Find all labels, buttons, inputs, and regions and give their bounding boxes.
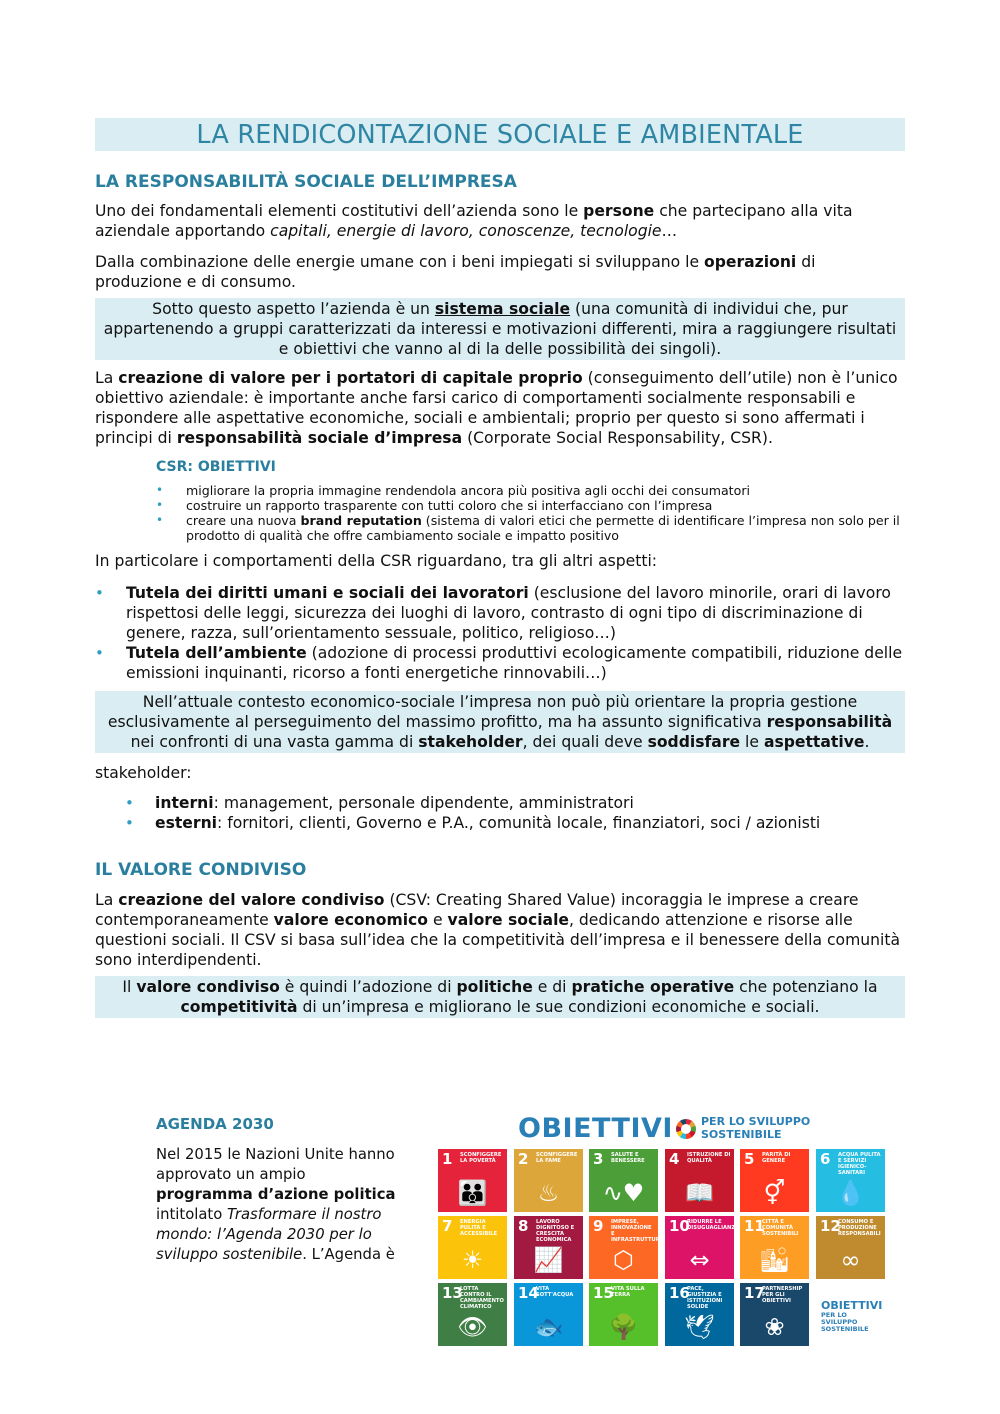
sdg-subtitle: PER LO SVILUPPO SOSTENIBILE: [701, 1115, 811, 1141]
sdg-goal-tile: [514, 1149, 583, 1212]
sdg-logo-subtitle: PER LO SVILUPPO SOSTENIBILE: [821, 1311, 869, 1333]
sdg-goal-number: 12: [820, 1217, 841, 1235]
sdg-goal-number: 9: [593, 1217, 604, 1235]
list-item: • migliorare la propria immagine rendendola ancora più positiva agli occhi dei consumatori: [156, 483, 905, 498]
paragraph-csv: La creazione del valore condiviso (CSV: Creating Shared Value) incoraggia le imprese a creare contemporaneamente valore economico e valore sociale, dedicando attenzione e risorse alle questioni sociali. Il CSV si basa sull’idea che la competitività dell’impresa e il benessere della comunità sono interdipendenti.: [95, 891, 901, 969]
agenda-paragraph: Nel 2015 le Nazioni Unite hanno approvato un ampio programma d’azione politica intitolato Trasformare il nostro mondo: l’Agenda 2030 per lo sviluppo sostenibile. L’Agenda è: [156, 1146, 396, 1263]
sdg-goal-label: SCONFIGGERE LA FAME: [536, 1152, 578, 1164]
sdg-goal-number: 10: [669, 1217, 690, 1235]
sdg-goal-number: 11: [744, 1217, 765, 1235]
sdg-goal-number: 1: [442, 1150, 453, 1168]
sdg-goal-tile: [665, 1149, 734, 1212]
people-icon: 👪: [457, 1179, 488, 1207]
sdg-goal-number: 3: [593, 1150, 604, 1168]
sdg-goal-number: 14: [518, 1284, 539, 1302]
sdg-goal-label: IMPRESE, INNOVAZIONE E INFRASTRUTTURE: [611, 1219, 664, 1243]
stakeholder-list: [95, 793, 905, 833]
paragraph-persone: Uno dei fondamentali elementi costitutivi dell’azienda sono le persone che partecipano alla vita aziendale apportando capitali, energie di lavoro, conoscenze, tecnologie…: [95, 202, 853, 240]
eye-globe-icon: 👁: [457, 1313, 488, 1341]
sdg-goal-tile: [589, 1149, 658, 1212]
dove-icon: 🕊: [684, 1313, 715, 1341]
sun-icon: ☀: [461, 1246, 484, 1274]
agenda-2030-block: [156, 1114, 406, 1265]
sdg-title: OBIETTIVI: [518, 1113, 673, 1144]
sdg-goal-tile: [438, 1149, 507, 1212]
city-icon: 🏙: [759, 1246, 790, 1274]
list-item: • costruire un rapporto trasparente con tutti coloro che si interfacciano con l’impresa: [156, 498, 905, 513]
book-icon: 📖: [684, 1179, 715, 1207]
sdg-goal-label: PARTNERSHIP PER GLI OBIETTIVI: [762, 1286, 803, 1304]
document-page: [95, 118, 905, 1018]
sdg-goal-label: SALUTE E BENESSERE: [611, 1152, 645, 1164]
sdg-goals-image: [438, 1113, 886, 1349]
paragraph-comportamenti: In particolare i comportamenti della CSR riguardano, tra gli altri aspetti:: [95, 552, 658, 570]
sdg-goal-label: LOTTA CONTRO IL CAMBIAMENTO CLIMATICO: [460, 1286, 504, 1310]
sdg-goal-tile: [665, 1216, 739, 1279]
sdg-goal-tile: [438, 1216, 507, 1279]
sdg-goal-label: VITA SOTT'ACQUA: [536, 1286, 574, 1298]
sdg-goal-tile: [438, 1283, 507, 1346]
water-icon: 💧: [835, 1179, 866, 1207]
sdg-goal-number: 6: [820, 1150, 831, 1168]
sdg-goal-tile: [816, 1149, 885, 1212]
rings-icon: ❀: [764, 1313, 785, 1341]
sdg-goal-tile: [740, 1149, 809, 1212]
sdg-goal-tile: [665, 1283, 734, 1346]
sdg-wheel-icon: [676, 1119, 696, 1139]
section-heading-valore-condiviso: IL VALORE CONDIVISO: [95, 860, 307, 880]
list-item: • Tutela dei diritti umani e sociali dei lavoratori (esclusione del lavoro minorile, orari di lavoro rispettosi delle leggi, sicurezza dei luoghi di lavoro, contrasto di ogni tipo di discriminazione di genere, razza, sull’orientamento sessuale, politico, religioso…): [95, 583, 905, 643]
sdg-goal-number: 17: [744, 1284, 765, 1302]
section-heading-csr: LA RESPONSABILITÀ SOCIALE DELL’IMPRESA: [95, 172, 517, 192]
stakeholder-label: stakeholder:: [95, 764, 192, 782]
fish-icon: 🐟: [533, 1313, 564, 1341]
sdg-goal-tile: [514, 1216, 583, 1279]
page-title: LA RENDICONTAZIONE SOCIALE E AMBIENTALE: [95, 118, 905, 151]
sdg-goal-number: 2: [518, 1150, 529, 1168]
sdg-goal-tile: [589, 1283, 658, 1346]
paragraph-creazione-valore: La creazione di valore per i portatori di capitale proprio (conseguimento dell’utile) non è l’unico obiettivo aziendale: è importante anche farsi carico di comportamenti socialmente responsabili e rispondere alle aspettative economiche, sociali e ambientali; proprio per questo si sono affermati i principi di responsabilità sociale d’impresa (Corporate Social Responsability, CSR).: [95, 369, 898, 447]
sdg-goal-label: CONSUMO E PRODUZIONE RESPONSABILI: [838, 1219, 881, 1237]
paragraph-operazioni: Dalla combinazione delle energie umane con i beni impiegati si sviluppano le operazioni di produzione e di consumo.: [95, 253, 816, 291]
cubes-icon: ⬡: [613, 1246, 634, 1274]
sdg-goal-label: CITTÀ E COMUNITÀ SOSTENIBILI: [762, 1219, 799, 1237]
sdg-goal-number: 4: [669, 1150, 680, 1168]
sdg-goal-tile: [740, 1283, 809, 1346]
sdg-goal-tile: [514, 1283, 583, 1346]
sdg-goal-label: VITA SULLA TERRA: [611, 1286, 645, 1298]
sdg-goal-label: RIDURRE LE DISUGUAGLIANZE: [687, 1219, 739, 1231]
sdg-goal-label: LAVORO DIGNITOSO E CRESCITA ECONOMICA: [536, 1219, 575, 1243]
list-item: • interni: management, personale dipendente, amministratori: [95, 793, 905, 813]
sdg-goal-number: 15: [593, 1284, 614, 1302]
sdg-goal-number: 5: [744, 1150, 755, 1168]
highlight-box-stakeholder: Nell’attuale contesto economico-sociale l’impresa non può più orientare la propria gestione esclusivamente al perseguimento del massimo profitto, ma ha assunto significativa responsabilità nei confronti di una vasta gamma di stakeholder, dei quali deve soddisfare le aspettative.: [95, 691, 905, 753]
tree-icon: 🌳: [608, 1313, 639, 1341]
sdg-goal-number: 7: [442, 1217, 453, 1235]
sdg-goal-label: ENERGIA PULITA E ACCESSIBILE: [460, 1219, 498, 1237]
sdg-goal-label: PACE, GIUSTIZIA E ISTITUZIONI SOLIDE: [687, 1286, 723, 1310]
sdg-goal-number: 8: [518, 1217, 529, 1235]
csr-behaviours-list: [95, 583, 905, 683]
list-item: • esterni: fornitori, clienti, Governo e P.A., comunità locale, finanziatori, soci / azionisti: [95, 813, 905, 833]
sdg-header: [438, 1113, 886, 1145]
sdg-logo-title: OBIETTIVI: [821, 1299, 883, 1312]
list-item: • creare una nuova brand reputation (sistema di valori etici che permette di identificare l’impresa non solo per il prodotto di qualità che offre cambiamento sociale e impatto positivo: [156, 513, 905, 543]
sdg-tiles-grid: [438, 1149, 886, 1349]
sdg-goal-label: ISTRUZIONE DI QUALITÀ: [687, 1152, 731, 1164]
agenda-heading: AGENDA 2030: [156, 1115, 274, 1133]
highlight-box-sistema-sociale: Sotto questo aspetto l’azienda è un sistema sociale (una comunità di individui che, pur appartenendo a gruppi caratterizzati da interessi e motivazioni differenti, mira a raggiungere risultati e obiettivi che vanno al di la delle possibilità dei singoli).: [95, 298, 905, 360]
csr-objectives-heading: CSR: OBIETTIVI: [156, 459, 276, 475]
sdg-goal-label: ACQUA PULITA E SERVIZI IGIENICO-SANITARI: [838, 1152, 881, 1176]
sdg-goal-label: PARITÀ DI GENERE: [762, 1152, 791, 1164]
csr-objectives-list: [156, 483, 905, 543]
highlight-box-valore-condiviso: Il valore condiviso è quindi l’adozione di politiche e di pratiche operative che potenziano la competitività di un’impresa e migliorano le sue condizioni economiche e sociali.: [95, 976, 905, 1018]
sdg-goal-number: 13: [442, 1284, 463, 1302]
list-item: • Tutela dell’ambiente (adozione di processi produttivi ecologicamente compatibili, riduzione delle emissioni inquinanti, ricorso a fonti energetiche rinnovabili…): [95, 643, 905, 683]
equality-icon: ⇔: [689, 1246, 710, 1274]
heartbeat-icon: ∿♥: [602, 1179, 645, 1207]
sdg-goal-tile: [816, 1216, 885, 1279]
sdg-goal-tile: [589, 1216, 664, 1279]
infinity-icon: ∞: [840, 1246, 861, 1274]
csr-objectives-block: [156, 457, 905, 543]
gender-icon: ⚥: [763, 1179, 786, 1207]
sdg-logo-tile: [816, 1283, 885, 1346]
sdg-goal-label: SCONFIGGERE LA POVERTÀ: [460, 1152, 502, 1164]
growth-chart-icon: 📈: [533, 1246, 564, 1274]
sdg-goal-number: 16: [669, 1284, 690, 1302]
bowl-icon: ♨: [537, 1179, 560, 1207]
sdg-goal-tile: [740, 1216, 809, 1279]
